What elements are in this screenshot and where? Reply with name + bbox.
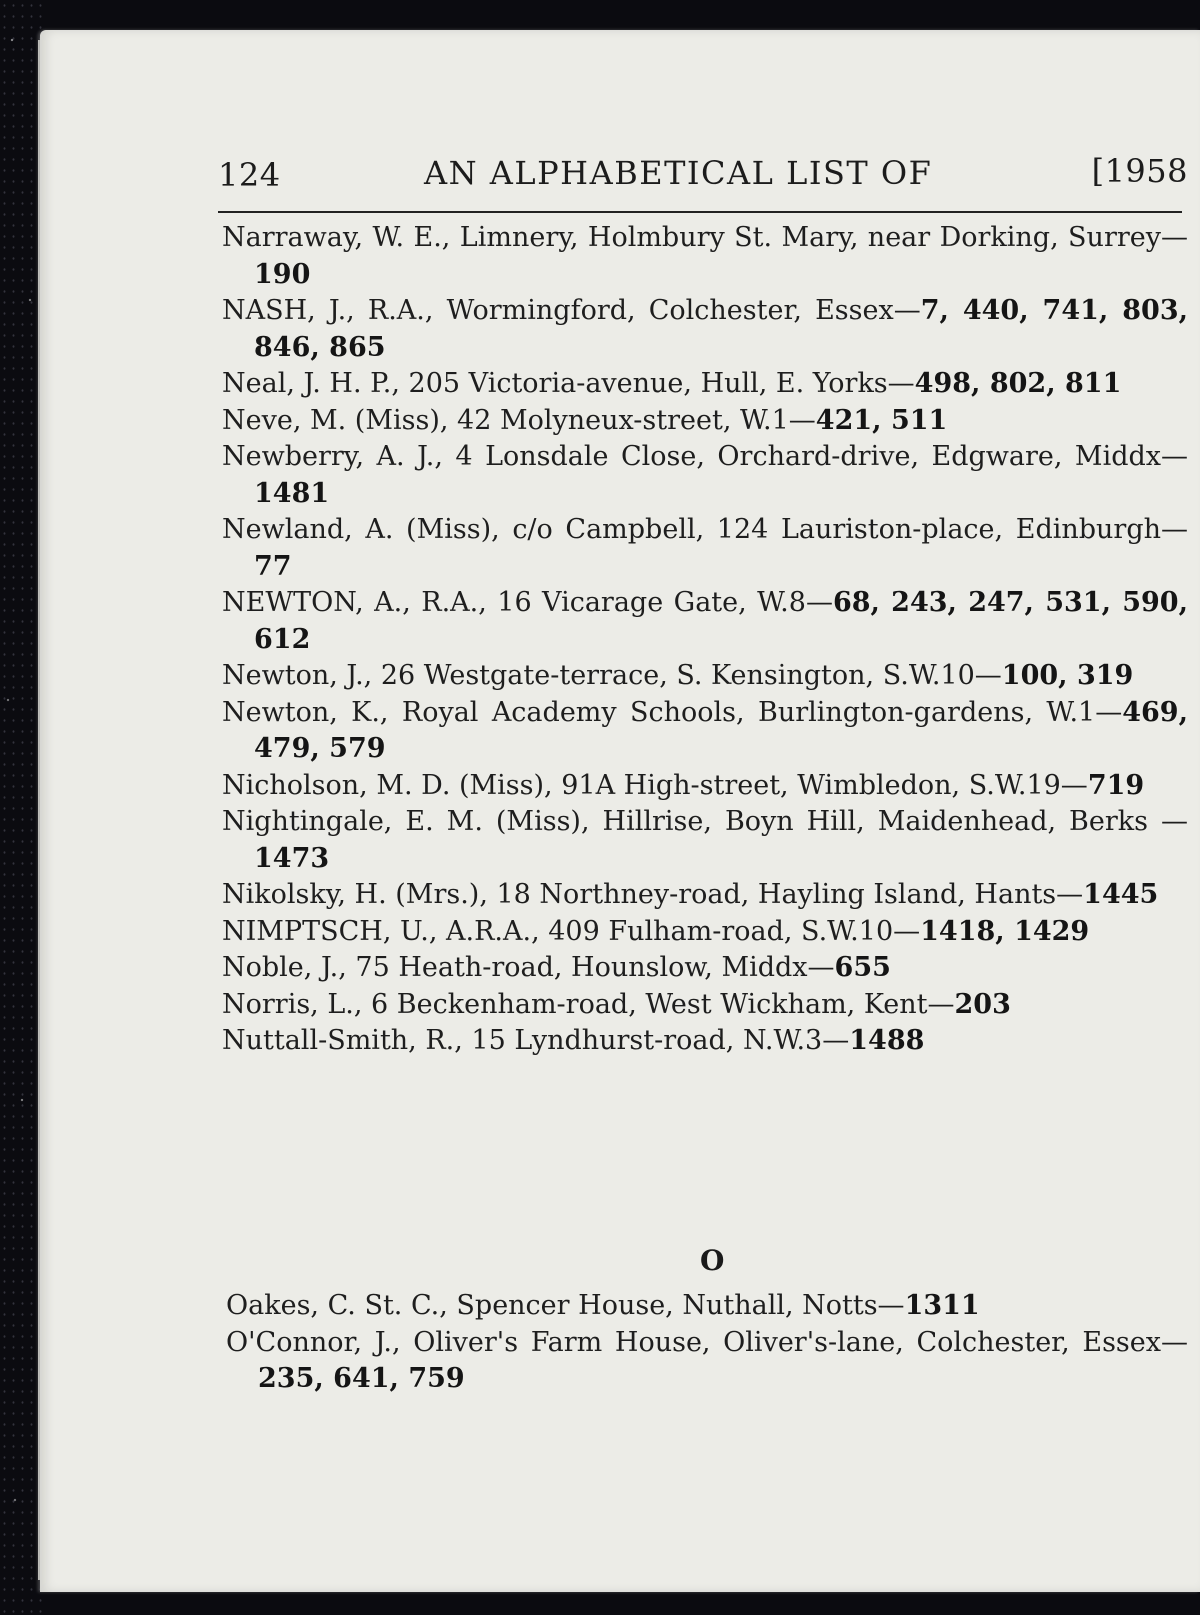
- list-item: [222, 512, 1188, 585]
- list-item: [226, 1288, 1188, 1325]
- entry-numbers: 7, 440, 741, 803, 846, 865: [254, 295, 1189, 363]
- header-year: [1958: [1091, 152, 1188, 190]
- entry-numbers: 1481: [254, 477, 330, 509]
- entry-text: Noble, J., 75 Heath-road, Hounslow, Middx—: [222, 952, 835, 983]
- list-item: [222, 220, 1188, 293]
- entry-numbers: 1473: [254, 842, 330, 874]
- entry-numbers: 100, 319: [1001, 660, 1134, 691]
- entry-text: Newton, K., Royal Academy Schools, Burlington-gardens, W.1—: [222, 696, 1123, 728]
- entry-text: Neal, J. H. P., 205 Victoria-avenue, Hull, E. Yorks—: [222, 368, 915, 399]
- entry-text: NIMPTSCH, U., A.R.A., 409 Fulham-road, S.W.10—: [222, 915, 921, 947]
- entry-text: Nicholson, M. D. (Miss), 91A High-street, Wimbledon, S.W.19—: [222, 769, 1088, 801]
- list-item: [222, 439, 1188, 512]
- entry-text: Narraway, W. E., Limnery, Holmbury St. Mary, near Dorking, Surrey—: [222, 222, 1188, 253]
- list-item: [222, 877, 1188, 914]
- entry-numbers: 421, 511: [815, 404, 948, 436]
- entry-numbers: 68, 243, 247, 531, 590, 612: [254, 587, 1188, 655]
- list-item: [222, 950, 1188, 987]
- entry-numbers: 655: [834, 952, 891, 983]
- entry-list-n: [222, 220, 1188, 1060]
- list-item: [222, 768, 1188, 805]
- list-item: [222, 403, 1188, 440]
- entry-numbers: 1445: [1083, 879, 1159, 910]
- list-item: [222, 658, 1188, 695]
- entry-text: Newland, A. (Miss), c/o Campbell, 124 Lauriston-place, Edinburgh—: [222, 514, 1188, 545]
- entry-numbers: 203: [954, 988, 1011, 1020]
- entry-text: Newberry, A. J., 4 Lonsdale Close, Orchard-drive, Edgware, Middx—: [222, 441, 1188, 472]
- list-item: [222, 695, 1188, 768]
- list-item: [222, 366, 1188, 403]
- running-header: [218, 150, 1188, 200]
- entry-text: Newton, J., 26 Westgate-terrace, S. Kensington, S.W.10—: [222, 660, 1002, 691]
- entry-numbers: 235, 641, 759: [258, 1363, 465, 1394]
- page-number: 124: [218, 156, 281, 194]
- list-item: [222, 585, 1188, 658]
- list-item: [222, 987, 1188, 1024]
- entry-numbers: 469, 479, 579: [254, 696, 1188, 764]
- list-item: [222, 804, 1188, 877]
- page-title: AN ALPHABETICAL LIST OF: [424, 154, 933, 192]
- entry-numbers: 498, 802, 811: [914, 368, 1122, 399]
- entry-text: Norris, L., 6 Beckenham-road, West Wickham, Kent—: [222, 988, 955, 1020]
- entry-text: NASH, J., R.A., Wormingford, Colchester, Essex—: [222, 295, 921, 326]
- entry-numbers: 190: [254, 258, 311, 290]
- header-rule: [218, 211, 1182, 213]
- list-item: [226, 1325, 1188, 1398]
- section-heading-o: O: [700, 1244, 725, 1277]
- list-item: [222, 1023, 1188, 1060]
- entry-numbers: 719: [1087, 769, 1145, 801]
- list-item: [222, 914, 1188, 951]
- entry-text: Neve, M. (Miss), 42 Molyneux-street, W.1—: [222, 404, 816, 436]
- entry-text: Nikolsky, H. (Mrs.), 18 Northney-road, Hayling Island, Hants—: [222, 879, 1084, 910]
- entry-list-o: [226, 1288, 1188, 1398]
- entry-numbers: 1418, 1429: [920, 915, 1090, 947]
- entry-text: Oakes, C. St. C., Spencer House, Nuthall, Notts—: [226, 1290, 905, 1321]
- entry-text: NEWTON, A., R.A., 16 Vicarage Gate, W.8—: [222, 587, 833, 618]
- entry-text: O'Connor, J., Oliver's Farm House, Oliver's-lane, Colchester, Essex—: [226, 1326, 1188, 1358]
- entry-numbers: 1488: [849, 1025, 925, 1056]
- entry-numbers: 77: [254, 550, 292, 582]
- list-item: [222, 293, 1188, 366]
- entry-text: Nightingale, E. M. (Miss), Hillrise, Boyn Hill, Maidenhead, Berks —: [222, 806, 1188, 837]
- entry-numbers: 1311: [904, 1290, 980, 1321]
- entry-text: Nuttall-Smith, R., 15 Lyndhurst-road, N.W.3—: [222, 1025, 850, 1056]
